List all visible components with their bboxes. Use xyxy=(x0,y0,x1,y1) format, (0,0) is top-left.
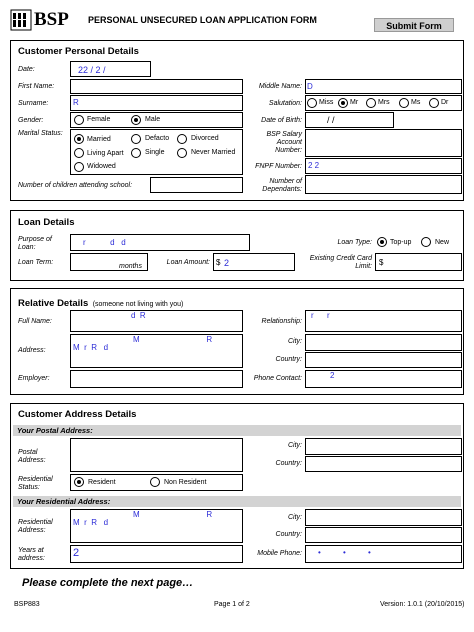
dob-label: Date of Birth: xyxy=(261,117,302,124)
relative-full-name-field[interactable] xyxy=(70,310,243,332)
marital-single-label: Single xyxy=(145,149,165,156)
bsp-logo-mark-icon xyxy=(10,9,32,31)
mobile-phone-value: • • • xyxy=(318,548,371,557)
relative-section-heading xyxy=(18,293,183,311)
relative-city-field[interactable] xyxy=(305,334,462,351)
surname-field[interactable] xyxy=(70,95,243,111)
salutation-dr-radio[interactable] xyxy=(429,98,439,108)
gender-female-radio[interactable] xyxy=(74,115,84,125)
postal-city-label: City: xyxy=(288,442,302,449)
relative-full-name-value: d R xyxy=(131,311,146,320)
status-non-resident-radio[interactable] xyxy=(150,477,160,487)
years-at-address-field[interactable] xyxy=(70,545,243,563)
loan-term-unit: months xyxy=(119,263,142,270)
marital-divorced-radio[interactable] xyxy=(177,134,187,144)
first-name-label: First Name: xyxy=(18,83,55,90)
salary-account-label: BSP Salary Account Number: xyxy=(266,131,302,154)
fnpf-field[interactable] xyxy=(305,158,462,174)
dob-field[interactable] xyxy=(305,112,394,128)
marital-widowed-label: Widowed xyxy=(87,163,116,170)
salutation-miss-label: Miss xyxy=(319,99,334,106)
marital-living-apart-radio[interactable] xyxy=(74,148,84,158)
marital-defacto-label: Defacto xyxy=(145,135,170,142)
customer-section-title: Customer Personal Details xyxy=(18,46,139,57)
postal-city-field[interactable] xyxy=(305,438,462,455)
salutation-miss-radio[interactable] xyxy=(307,98,317,108)
relative-address-line2: M r R d xyxy=(73,343,109,352)
salutation-ms-radio[interactable] xyxy=(399,98,409,108)
relationship-label: Relationship: xyxy=(261,318,302,325)
loan-section-title: Loan Details xyxy=(18,217,75,228)
gender-male-radio[interactable] xyxy=(131,115,141,125)
relative-city-label: City: xyxy=(288,338,302,345)
middle-name-value: D xyxy=(307,82,313,91)
loan-amount-prefix: $ xyxy=(216,258,221,267)
version-text: Version: 1.0.1 (20/10/2015) xyxy=(380,601,465,608)
relative-address-label: Address: xyxy=(18,347,46,354)
postal-country-field[interactable] xyxy=(305,456,462,472)
residential-address-band: Your Residential Address: xyxy=(13,496,461,507)
marital-never-married-radio[interactable] xyxy=(177,148,187,158)
status-resident-radio[interactable] xyxy=(74,477,84,487)
salutation-ms-label: Ms xyxy=(411,99,421,106)
continue-next-page-text: Please complete the next page… xyxy=(22,577,194,589)
address-section-title: Customer Address Details xyxy=(18,409,137,420)
fnpf-label: FNPF Number: xyxy=(255,163,302,170)
salutation-mrs-label: Mrs xyxy=(378,99,390,106)
residential-city-field[interactable] xyxy=(305,509,462,526)
loan-type-new-label: New xyxy=(435,239,450,246)
relative-address-line1: M R xyxy=(133,335,213,344)
salutation-mrs-radio[interactable] xyxy=(366,98,376,108)
marital-married-label: Married xyxy=(87,136,111,143)
marital-married-radio[interactable] xyxy=(74,134,84,144)
form-code: BSP883 xyxy=(14,601,40,608)
purpose-value: r d d xyxy=(83,238,126,247)
marital-defacto-radio[interactable] xyxy=(131,134,141,144)
dependants-field[interactable] xyxy=(305,175,462,194)
relative-section-title: Relative Details xyxy=(18,298,89,309)
residential-status-label: Residential Status: xyxy=(18,476,53,491)
purpose-label: Purpose of Loan: xyxy=(18,236,52,251)
marital-single-radio[interactable] xyxy=(131,148,141,158)
residential-country-label: Country: xyxy=(275,531,302,538)
years-at-address-value: 2 xyxy=(73,547,80,559)
phone-contact-label: Phone Contact: xyxy=(253,375,302,382)
loan-term-label: Loan Term: xyxy=(18,259,54,266)
postal-address-band: Your Postal Address: xyxy=(13,425,461,436)
page-number: Page 1 of 2 xyxy=(214,601,250,608)
relative-section-note: (someone not living with you) xyxy=(92,301,184,308)
surname-label: Surname: xyxy=(18,100,49,107)
marital-widowed-radio[interactable] xyxy=(74,162,84,172)
residential-address-line2: M r R d xyxy=(73,518,109,527)
salutation-label: Salutation: xyxy=(268,100,302,107)
date-value: 22 / 2 / xyxy=(78,65,106,75)
marital-never-married-label: Never Married xyxy=(191,149,236,156)
date-label: Date: xyxy=(18,66,35,73)
loan-amount-value: 2 xyxy=(224,258,230,268)
dependants-label: Number of Dependants: xyxy=(262,178,302,193)
middle-name-label: Middle Name: xyxy=(258,83,302,90)
loan-type-label: Loan Type: xyxy=(337,239,372,246)
salutation-dr-label: Dr xyxy=(441,99,449,106)
submit-form-button[interactable]: Submit Form xyxy=(374,18,454,32)
existing-credit-label: Existing Credit Card Limit: xyxy=(309,255,372,270)
phone-contact-value: 2 xyxy=(330,371,335,380)
mobile-phone-label: Mobile Phone: xyxy=(257,550,302,557)
marital-living-apart-label: Living Apart xyxy=(87,150,124,157)
loan-amount-label: Loan Amount: xyxy=(166,259,210,266)
loan-type-topup-radio[interactable] xyxy=(377,237,387,247)
fnpf-value: 2 2 xyxy=(308,161,320,170)
form-title: PERSONAL UNSECURED LOAN APPLICATION FORM xyxy=(88,15,317,25)
first-name-field[interactable] xyxy=(70,79,243,94)
residential-city-label: City: xyxy=(288,514,302,521)
salary-account-field[interactable] xyxy=(305,129,462,157)
status-resident-label: Resident xyxy=(88,479,116,486)
children-label: Number of children attending school: xyxy=(18,182,133,189)
dob-value: / / xyxy=(327,115,335,125)
residential-address-line1: M R xyxy=(133,510,213,519)
surname-value: R xyxy=(73,98,79,107)
gender-male-label: Male xyxy=(145,116,161,123)
relative-country-label: Country: xyxy=(275,356,302,363)
postal-address-label: Postal Address: xyxy=(18,449,46,464)
existing-credit-prefix: $ xyxy=(379,258,384,267)
middle-name-field[interactable] xyxy=(305,79,462,94)
relative-employer-field[interactable] xyxy=(70,370,243,388)
marital-status-label: Marital Status: xyxy=(18,130,63,137)
residential-address-label: Residential Address: xyxy=(18,519,53,534)
gender-label: Gender: xyxy=(18,117,44,124)
marital-divorced-label: Divorced xyxy=(191,135,219,142)
status-non-resident-label: Non Resident xyxy=(164,479,207,486)
loan-type-topup-label: Top-up xyxy=(390,239,412,246)
years-at-address-label: Years at address: xyxy=(18,547,45,562)
relationship-value: r r xyxy=(311,311,330,320)
children-field[interactable] xyxy=(150,177,243,193)
loan-type-new-radio[interactable] xyxy=(421,237,431,247)
relative-employer-label: Employer: xyxy=(18,375,50,382)
phone-contact-field[interactable] xyxy=(305,370,462,388)
bsp-logo-text: BSP xyxy=(34,9,69,30)
salutation-mr-label: Mr xyxy=(350,99,359,106)
relative-full-name-label: Full Name: xyxy=(18,318,52,325)
postal-country-label: Country: xyxy=(275,460,302,467)
salutation-mr-radio[interactable] xyxy=(338,98,348,108)
existing-credit-field[interactable] xyxy=(375,253,462,271)
residential-country-field[interactable] xyxy=(305,527,462,543)
postal-address-field[interactable] xyxy=(70,438,243,472)
bsp-logo xyxy=(10,9,72,31)
gender-female-label: Female xyxy=(87,116,111,123)
relative-country-field[interactable] xyxy=(305,352,462,368)
